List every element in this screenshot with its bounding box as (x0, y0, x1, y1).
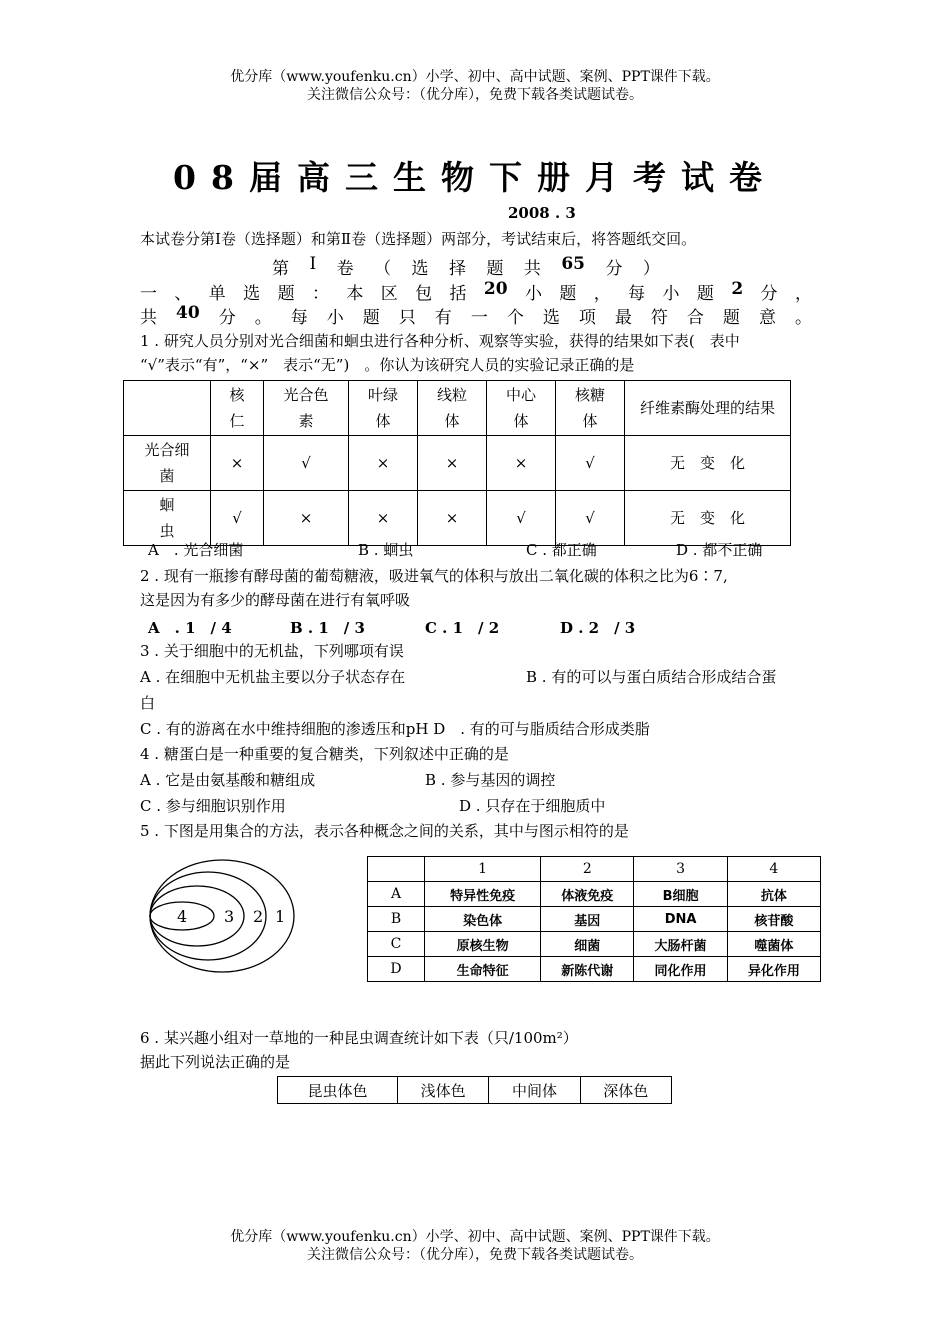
instruction-line-2 (140, 303, 812, 328)
q5-stem: 5 . 下图是用集合的方法，表示各种概念之间的关系，其中与图示相符的是 (140, 822, 629, 840)
q5-cell: 特异性免疫 (425, 882, 541, 907)
spread-char: 选 (542, 308, 560, 328)
spread-char: 40 (176, 303, 200, 323)
spread-char: 分 (760, 284, 778, 304)
page-title: 08届高三生物下册月考试卷 (173, 158, 777, 197)
q1-option-d: D . 都不正确 (676, 541, 763, 559)
spread-char: 小 (326, 308, 344, 328)
q5-cell: C (368, 932, 425, 957)
q5-header-cell: 4 (727, 857, 820, 882)
spread-char: 小 (524, 284, 542, 304)
spread-char: 第 (272, 259, 289, 279)
q4-option-a: A . 它是由氨基酸和糖组成 (140, 771, 316, 789)
q1-table (123, 380, 791, 546)
spread-char: 项 (578, 308, 596, 328)
exam-date: 2008 . 3 (508, 204, 576, 222)
q1-header-cell: 光合色 素 (264, 381, 349, 436)
spread-char: 、 (174, 284, 192, 304)
q1-cell: 光合细 菌 (124, 436, 211, 491)
spread-char: 20 (483, 279, 508, 299)
q5-cell: 新陈代谢 (541, 957, 634, 982)
q1-cell: 无 变 化 (625, 436, 791, 491)
q5-cell: 抗体 (727, 882, 820, 907)
spread-char: 题 (559, 284, 577, 304)
q1-cell: × (211, 436, 264, 491)
q6-header-cell: 昆虫体色 (278, 1077, 398, 1104)
venn-label-4: 4 (177, 907, 188, 926)
venn-label-3: 3 (224, 907, 235, 926)
q3-option-a: A . 在细胞中无机盐主要以分子状态存在 (140, 668, 406, 686)
venn-label-1: 1 (275, 907, 286, 926)
spread-char: 题 (277, 284, 295, 304)
q1-header-cell: 核 仁 (211, 381, 264, 436)
spread-char: ） (642, 259, 660, 279)
q6-header-cell: 深体色 (580, 1077, 671, 1104)
q5-table (367, 856, 821, 982)
q1-cell: × (349, 491, 418, 546)
q5-header-cell: 3 (634, 857, 727, 882)
q5-cell: 噬菌体 (727, 932, 820, 957)
instruction-line-1 (140, 279, 812, 304)
spread-char: 个 (506, 308, 524, 328)
q5-cell: 染色体 (425, 907, 541, 932)
spread-char: 卷 (336, 259, 354, 279)
spread-char: 共 (140, 308, 157, 328)
q5-cell: DNA (634, 907, 727, 932)
spread-char: 最 (614, 308, 632, 328)
section-heading (272, 254, 660, 279)
q1-header-cell: 核糖 体 (556, 381, 625, 436)
venn-ellipse-2 (150, 872, 266, 960)
venn-ellipse-1 (150, 860, 294, 972)
header-line-1: 优分库（www.youfenku.cn）小学、初中、高中试题、案例、PPT课件下载。 (230, 69, 720, 85)
q1-cell: √ (264, 436, 349, 491)
spread-char: 题 (486, 259, 504, 279)
q5-cell: 体液免疫 (541, 882, 634, 907)
spread-char: 题 (362, 308, 380, 328)
spread-char: 包 (415, 284, 433, 304)
spread-char: 题 (722, 308, 740, 328)
q1-header-cell (124, 381, 211, 436)
q2-option-d: D . 2 / 3 (560, 619, 636, 637)
spread-char: 区 (380, 284, 398, 304)
spread-char: 题 (696, 284, 714, 304)
q1-header-cell: 中心 体 (487, 381, 556, 436)
q5-cell: B (368, 907, 425, 932)
venn-label-2: 2 (253, 907, 264, 926)
q1-cell: √ (487, 491, 556, 546)
q5-cell: 细菌 (541, 932, 634, 957)
spread-char: 。 (254, 308, 272, 328)
spread-char: 单 (208, 284, 226, 304)
spread-char: ， (794, 284, 812, 304)
spread-char: 每 (628, 284, 646, 304)
intro-text: 本试卷分第Ⅰ卷（选择题）和第Ⅱ卷（选择题）两部分，考试结束后，将答题纸交回。 (140, 230, 697, 248)
spread-char: 65 (561, 254, 586, 274)
spread-char: 。 (794, 308, 812, 328)
spread-char: 2 (731, 279, 744, 299)
q1-stem-2: “√”表示“有”，“×” 表示“无”) 。你认为该研究人员的实验记录正确的是 (140, 356, 635, 374)
footer-line-1: 优分库（www.youfenku.cn）小学、初中、高中试题、案例、PPT课件下载。 (230, 1229, 720, 1245)
spread-char: 括 (449, 284, 467, 304)
q1-cell: × (487, 436, 556, 491)
q1-header-cell: 线粒 体 (418, 381, 487, 436)
q1-cell: √ (556, 436, 625, 491)
q2-option-c: C . 1 / 2 (425, 619, 500, 637)
q3-option-b-cont: 白 (140, 694, 156, 712)
q3-option-cd: C . 有的游离在水中维持细胞的渗透压和pH D . 有的可与脂质结合形成类脂 (140, 720, 650, 738)
spread-char: ： (311, 284, 329, 304)
q4-option-b: B . 参与基因的调控 (425, 771, 556, 789)
q5-header-cell: 2 (541, 857, 634, 882)
q3-option-b: B . 有的可以与蛋白质结合形成结合蛋 (526, 668, 777, 686)
q1-option-c: C . 都正确 (526, 541, 597, 559)
q1-cell: √ (556, 491, 625, 546)
q4-option-d: D . 只存在于细胞质中 (459, 797, 606, 815)
q1-cell: 无 变 化 (625, 491, 791, 546)
spread-char: 小 (662, 284, 680, 304)
q5-cell: 大肠杆菌 (634, 932, 727, 957)
q1-option-b: B . 蛔虫 (358, 541, 414, 559)
q5-cell: 原核生物 (425, 932, 541, 957)
spread-char: 本 (346, 284, 364, 304)
q5-header-cell (368, 857, 425, 882)
spread-char: 一 (140, 284, 157, 304)
spread-char: 择 (448, 259, 466, 279)
q2-option-b: B . 1 / 3 (290, 619, 365, 637)
q1-stem-1: 1 . 研究人员分别对光合细菌和蛔虫进行各种分析、观察等实验，获得的结果如下表( 表中 (140, 332, 740, 350)
q5-cell: 生命特征 (425, 957, 541, 982)
spread-char: 共 (523, 259, 541, 279)
q5-cell: D (368, 957, 425, 982)
q5-header-cell: 1 (425, 857, 541, 882)
q2-stem-2: 这是因为有多少的酵母菌在进行有氧呼吸 (140, 591, 411, 609)
q5-cell: B细胞 (634, 882, 727, 907)
q6-header-cell: 中间体 (489, 1077, 580, 1104)
q1-cell: √ (211, 491, 264, 546)
q4-stem: 4 . 糖蛋白是一种重要的复合糖类，下列叙述中正确的是 (140, 745, 509, 763)
q1-cell: × (418, 491, 487, 546)
q4-option-c: C . 参与细胞识别作用 (140, 797, 286, 815)
q1-cell: × (264, 491, 349, 546)
q1-option-a: A . 光合细菌 (148, 541, 244, 559)
spread-char: 一 (470, 308, 488, 328)
spread-char: Ⅰ (309, 254, 317, 274)
q1-header-cell: 纤维素酶处理的结果 (625, 381, 791, 436)
q5-cell: 核苷酸 (727, 907, 820, 932)
spread-char: 合 (686, 308, 704, 328)
spread-char: 符 (650, 308, 668, 328)
q3-stem: 3 . 关于细胞中的无机盐，下列哪项有误 (140, 642, 404, 660)
spread-char: 只 (398, 308, 416, 328)
q6-stem-2: 据此下列说法正确的是 (140, 1053, 291, 1071)
q2-stem-1: 2 . 现有一瓶掺有酵母菌的葡萄糖液，吸进氧气的体积与放出二氧化碳的体积之比为6∶7, (140, 567, 728, 585)
q5-cell: 异化作用 (727, 957, 820, 982)
spread-char: 分 (218, 308, 236, 328)
header-line-2: 关注微信公众号：（优分库），免费下载各类试题试卷。 (307, 87, 643, 103)
q5-cell: 同化作用 (634, 957, 727, 982)
q2-option-a: A . 1 / 4 (148, 619, 232, 637)
spread-char: 选 (243, 284, 261, 304)
q1-cell: 蛔 虫 (124, 491, 211, 546)
footer-line-2: 关注微信公众号：（优分库），免费下载各类试题试卷。 (307, 1247, 643, 1263)
q6-table (277, 1076, 672, 1104)
spread-char: 有 (434, 308, 452, 328)
q5-cell: 基因 (541, 907, 634, 932)
spread-char: 分 (605, 259, 623, 279)
spread-char: 选 (411, 259, 429, 279)
q6-header-cell: 浅体色 (397, 1077, 488, 1104)
venn-diagram (147, 858, 307, 986)
q1-cell: × (418, 436, 487, 491)
q1-header-cell: 叶绿 体 (349, 381, 418, 436)
q6-stem: 6 . 某兴趣小组对一草地的一种昆虫调查统计如下表（只/100m²） (140, 1029, 578, 1047)
q1-cell: × (349, 436, 418, 491)
spread-char: （ (374, 259, 392, 279)
spread-char: ， (593, 284, 611, 304)
spread-char: 意 (758, 308, 776, 328)
spread-char: 每 (290, 308, 308, 328)
q5-cell: A (368, 882, 425, 907)
